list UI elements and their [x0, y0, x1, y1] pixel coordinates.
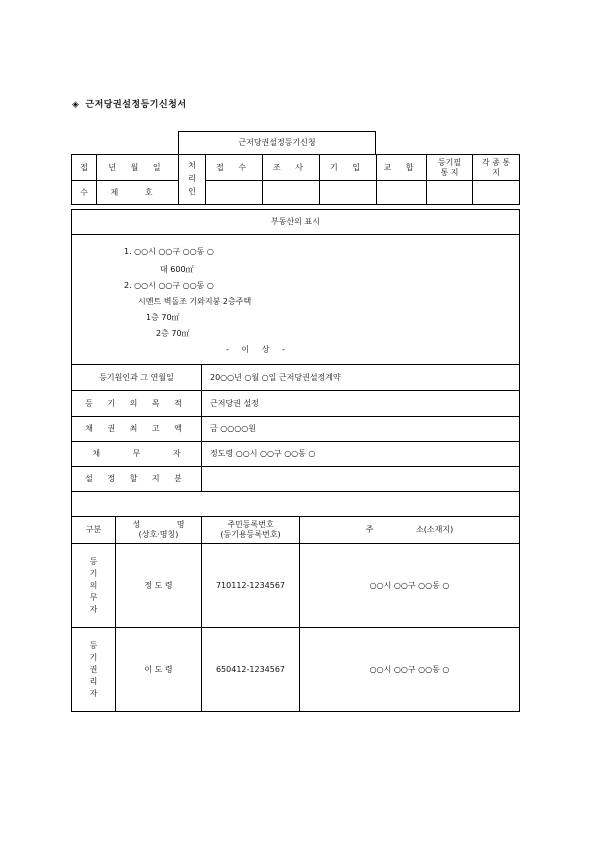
col-entry: 기 입	[319, 154, 377, 181]
blank-row	[71, 491, 520, 517]
property-line: 1. ○○시 ○○구 ○○동 ○	[124, 247, 214, 256]
obligee-role-cell: 등 기 권 리 자	[71, 627, 116, 712]
processing-label-cell: 처 리 인	[178, 154, 206, 205]
property-end-mark: - 이 상 -	[226, 345, 285, 354]
obligee-id-cell: 650412-1234567	[201, 627, 300, 712]
date-label-cell: 년 월 일	[96, 154, 179, 181]
field-value: 정도령 ○○시 ○○구 ○○동 ○	[201, 441, 520, 467]
party-type-header: 구분	[71, 516, 116, 544]
sign-receipt	[205, 180, 263, 205]
document-title	[72, 97, 187, 110]
field-value: 금 ○○○○원	[201, 416, 520, 442]
diamond-icon: ◈	[72, 100, 80, 110]
receipt-label-cell: 접	[71, 154, 97, 181]
sign-check	[376, 180, 427, 205]
number-label-cell: 제 호	[96, 180, 179, 205]
field-value: 20○○년 ○월 ○일 근저당권설정계약	[201, 364, 520, 391]
sign-inspection	[262, 180, 320, 205]
field-label: 등기원인과 그 연월일	[71, 364, 202, 391]
col-receipt: 접 수	[205, 154, 263, 181]
field-label: 설 정 할 지 분	[71, 466, 202, 492]
col-misc-notice: 각 종 통 지	[472, 154, 520, 181]
receipt-label-cell-2: 수	[71, 180, 97, 205]
obligor-address-cell: ○○시 ○○구 ○○동 ○	[299, 543, 520, 628]
obligee-address-cell: ○○시 ○○구 ○○동 ○	[299, 627, 520, 712]
field-label: 채 권 최 고 액	[71, 416, 202, 442]
obligor-role-cell: 등 기 의 무 자	[71, 543, 116, 628]
property-line: 2층 70㎡	[156, 329, 190, 338]
col-completion-notice: 등기필 통 지	[426, 154, 473, 181]
field-value	[201, 466, 520, 492]
party-name-header: 성 명 (상호·명칭)	[115, 516, 202, 544]
field-label: 등 기 의 목 적	[71, 390, 202, 417]
sign-completion-notice	[426, 180, 473, 205]
field-label: 채 무 자	[71, 441, 202, 467]
party-address-header: 주 소(소재지)	[299, 516, 520, 544]
party-id-header: 주민등록번호 (등기용등록번호)	[201, 516, 300, 544]
obligor-id-cell: 710112-1234567	[201, 543, 300, 628]
field-value: 근저당권 설정	[201, 390, 520, 417]
property-line: 대 600㎡	[160, 265, 194, 274]
property-heading-cell: 부동산의 표시	[71, 209, 520, 235]
col-check: 교 합	[376, 154, 427, 181]
property-line: 시멘트 벽돌조 기와지붕 2층주택	[138, 297, 252, 306]
col-inspection: 조 사	[262, 154, 320, 181]
property-line: 1층 70㎡	[146, 313, 180, 322]
obligor-name-cell: 정 도 령	[115, 543, 202, 628]
sign-entry	[319, 180, 377, 205]
document-title-text: 근저당권설정등기신청서	[85, 100, 187, 110]
sign-misc-notice	[472, 180, 520, 205]
property-line: 2. ○○시 ○○구 ○○동 ○	[124, 281, 214, 290]
banner-cell: 근저당권설정등기신청	[178, 131, 376, 155]
obligee-name-cell: 이 도 령	[115, 627, 202, 712]
